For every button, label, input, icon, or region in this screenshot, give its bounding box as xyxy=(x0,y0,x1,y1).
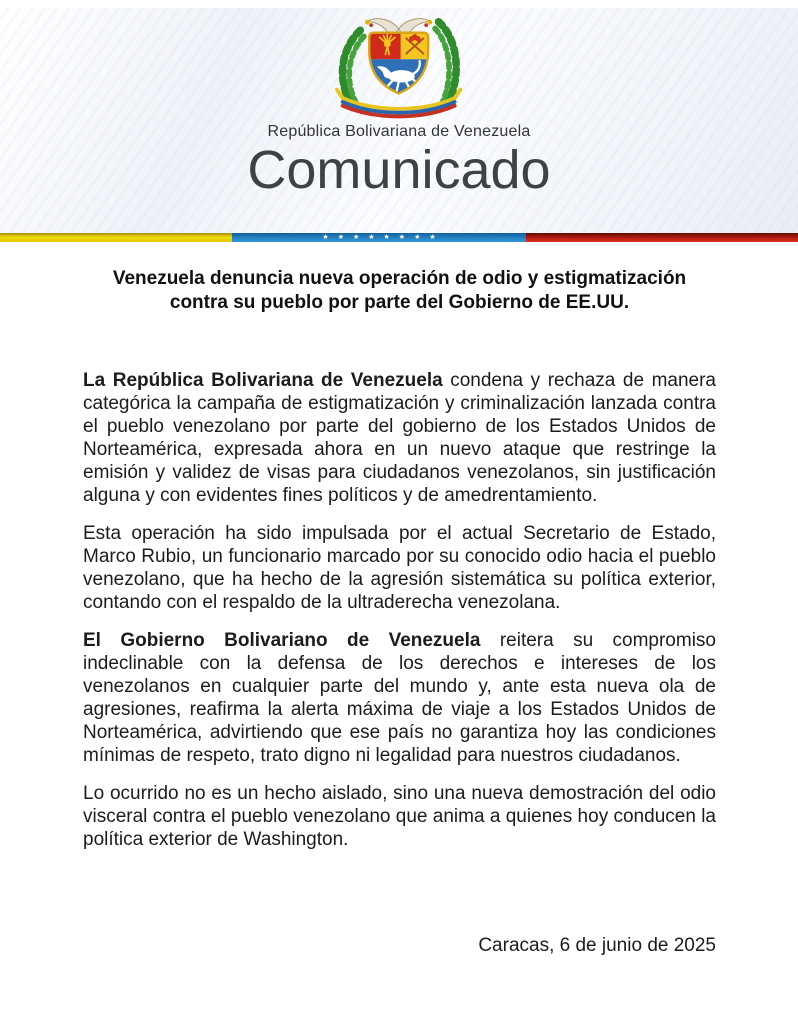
paragraph-2-text: Esta operación ha sido impulsada por el actual Secretario de Estado, Marco Rubio, un funcionario marcado por su conocido odio hacia el pueblo venezolano, que ha hecho de la agresión sistemática su política exterior, contando con el respaldo de la ultraderecha venezolana. xyxy=(83,523,716,613)
venezuela-coat-of-arms-icon xyxy=(318,8,479,120)
country-name: República Bolivariana de Venezuela xyxy=(267,123,531,140)
document-type-title: Comunicado xyxy=(247,140,551,200)
palm-branch-right xyxy=(432,19,456,104)
laurel-branch-left xyxy=(343,29,366,103)
stars-row-icon: ★★★★★★★★ xyxy=(322,234,445,241)
paragraph-1 xyxy=(83,369,716,507)
paragraph-1-text: condena y rechaza de manera categórica la campaña de estigmatización y criminalización lanzada contra el pueblo venezolano por parte del gobierno de los Estados Unidos de Norteamérica, expresada ahora en un nuevo ataque que restringe la emisión y validez de visas para ciudadanos venezolanos, sin justificación alguna y con evidentes fines políticos y de amedrentamiento. xyxy=(83,370,716,506)
letterhead xyxy=(0,8,798,242)
paragraph-2 xyxy=(83,522,716,614)
communique-heading: Venezuela denuncia nueva operación de odio y estigmatización contra su pueblo por parte del Gobierno de EE.UU. xyxy=(112,268,687,313)
flag-stripe xyxy=(0,233,798,242)
paragraph-4-text: Lo ocurrido no es un hecho aislado, sino una nueva demostración del odio visceral contra el pueblo venezolano que anima a quienes hoy conducen la política exterior de Washington. xyxy=(83,783,716,850)
flag-stripe-red xyxy=(526,233,798,242)
paragraph-3 xyxy=(83,629,716,767)
paragraph-1-lead: La República Bolivariana de Venezuela xyxy=(83,370,443,391)
flag-stripe-yellow xyxy=(0,233,232,242)
paragraph-3-text: reitera su compromiso indeclinable con la defensa de los derechos e intereses de los venezolanos en cualquier parte del mundo y, ante esta nueva ola de agresiones, reafirma la alerta máxima de viaje a los Estados Unidos de Norteamérica, advirtiendo que ese país no garantiza hoy las condiciones mínimas de respeto, trato digno ni legalidad para nuestros ciudadanos. xyxy=(83,630,716,766)
communique-body xyxy=(0,242,798,957)
paragraph-3-lead: El Gobierno Bolivariano de Venezuela xyxy=(83,630,481,651)
flag-stripe-blue xyxy=(232,233,526,242)
paragraph-4 xyxy=(83,782,716,851)
shield-icon xyxy=(370,31,432,99)
dateline: Caracas, 6 de junio de 2025 xyxy=(478,935,716,956)
